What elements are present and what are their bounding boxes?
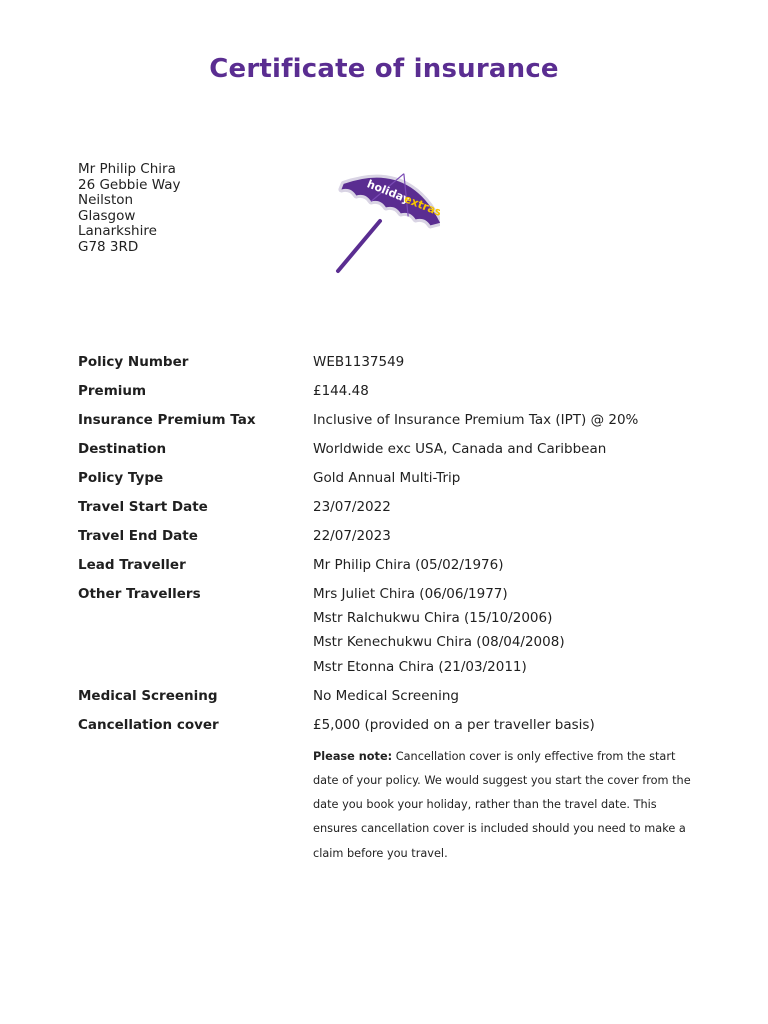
detail-value bbox=[313, 684, 698, 708]
detail-label: Lead Traveller bbox=[78, 557, 186, 573]
detail-label: Medical Screening bbox=[78, 687, 218, 704]
detail-value-line: Worldwide exc USA, Canada and Caribbean bbox=[313, 441, 607, 457]
detail-row-cancellation-cover bbox=[78, 713, 698, 737]
detail-row-medical-screening bbox=[78, 684, 698, 708]
detail-value bbox=[313, 379, 698, 403]
note-prefix: Please note: bbox=[313, 749, 393, 763]
address-line: Mr Philip Chira bbox=[78, 161, 176, 177]
detail-row-policy-number bbox=[78, 350, 698, 374]
detail-value bbox=[313, 713, 698, 737]
detail-value-line: £5,000 (provided on a per traveller basis) bbox=[313, 716, 595, 733]
detail-value-line: Inclusive of Insurance Premium Tax (IPT) @ 20% bbox=[313, 412, 639, 428]
detail-value-line: Mstr Kenechukwu Chira (08/04/2008) bbox=[313, 634, 565, 651]
detail-value bbox=[313, 524, 698, 548]
logo-text-holiday: holiday bbox=[365, 177, 412, 207]
detail-row-travel-end-date bbox=[78, 524, 698, 548]
detail-value bbox=[313, 495, 698, 519]
note-text: Cancellation cover is only effective from the start date of your policy. We would suggest you start the cover from the date you book your holiday, rather than the travel date. This ensures cancellation cover is included should you need to make a claim before you travel. bbox=[313, 749, 691, 860]
detail-value-line: £144.48 bbox=[313, 383, 369, 399]
detail-value-line: Mr Philip Chira (05/02/1976) bbox=[313, 557, 504, 573]
detail-value-line: 22/07/2023 bbox=[313, 528, 391, 544]
detail-value-line: Mrs Juliet Chira (06/06/1977) bbox=[313, 586, 508, 602]
detail-value bbox=[313, 350, 698, 374]
logo-text-extras: extras bbox=[402, 192, 440, 220]
detail-row-insurance-premium-tax bbox=[78, 408, 698, 432]
detail-value-line: WEB1137549 bbox=[313, 354, 405, 370]
address-block bbox=[78, 162, 180, 256]
detail-label: Other Travellers bbox=[78, 586, 201, 602]
detail-value bbox=[313, 408, 698, 432]
policy-details bbox=[78, 350, 698, 866]
detail-value-line: Mstr Ralchukwu Chira (15/10/2006) bbox=[313, 610, 553, 627]
detail-value bbox=[313, 553, 698, 577]
detail-label: Travel End Date bbox=[78, 528, 198, 544]
address-line: Lanarkshire bbox=[78, 223, 157, 240]
detail-row-premium bbox=[78, 379, 698, 403]
address-line: G78 3RD bbox=[78, 238, 139, 255]
detail-value bbox=[313, 466, 698, 490]
detail-row-other-travellers bbox=[78, 582, 698, 679]
detail-label: Travel Start Date bbox=[78, 499, 208, 515]
detail-value bbox=[313, 437, 698, 461]
detail-value bbox=[313, 582, 698, 679]
detail-row-destination bbox=[78, 437, 698, 461]
cancellation-note bbox=[313, 745, 698, 866]
address-line: Neilston bbox=[78, 192, 134, 209]
umbrella-logo-icon bbox=[330, 163, 440, 278]
detail-row-travel-start-date bbox=[78, 495, 698, 519]
page-title: Certificate of insurance bbox=[209, 54, 559, 84]
detail-value-line: No Medical Screening bbox=[313, 687, 459, 704]
detail-label: Destination bbox=[78, 441, 167, 457]
detail-value-line: 23/07/2022 bbox=[313, 499, 391, 515]
address-line: Glasgow bbox=[78, 207, 136, 224]
detail-row-lead-traveller bbox=[78, 553, 698, 577]
detail-label: Policy Type bbox=[78, 470, 164, 486]
detail-label: Premium bbox=[78, 383, 147, 399]
address-line: 26 Gebbie Way bbox=[78, 176, 181, 193]
holiday-extras-logo bbox=[330, 163, 440, 278]
detail-row-policy-type bbox=[78, 466, 698, 490]
detail-label: Insurance Premium Tax bbox=[78, 412, 256, 428]
detail-value-line: Mstr Etonna Chira (21/03/2011) bbox=[313, 658, 527, 675]
detail-label: Policy Number bbox=[78, 354, 189, 370]
detail-value-line: Gold Annual Multi-Trip bbox=[313, 470, 461, 486]
detail-label: Cancellation cover bbox=[78, 716, 219, 733]
